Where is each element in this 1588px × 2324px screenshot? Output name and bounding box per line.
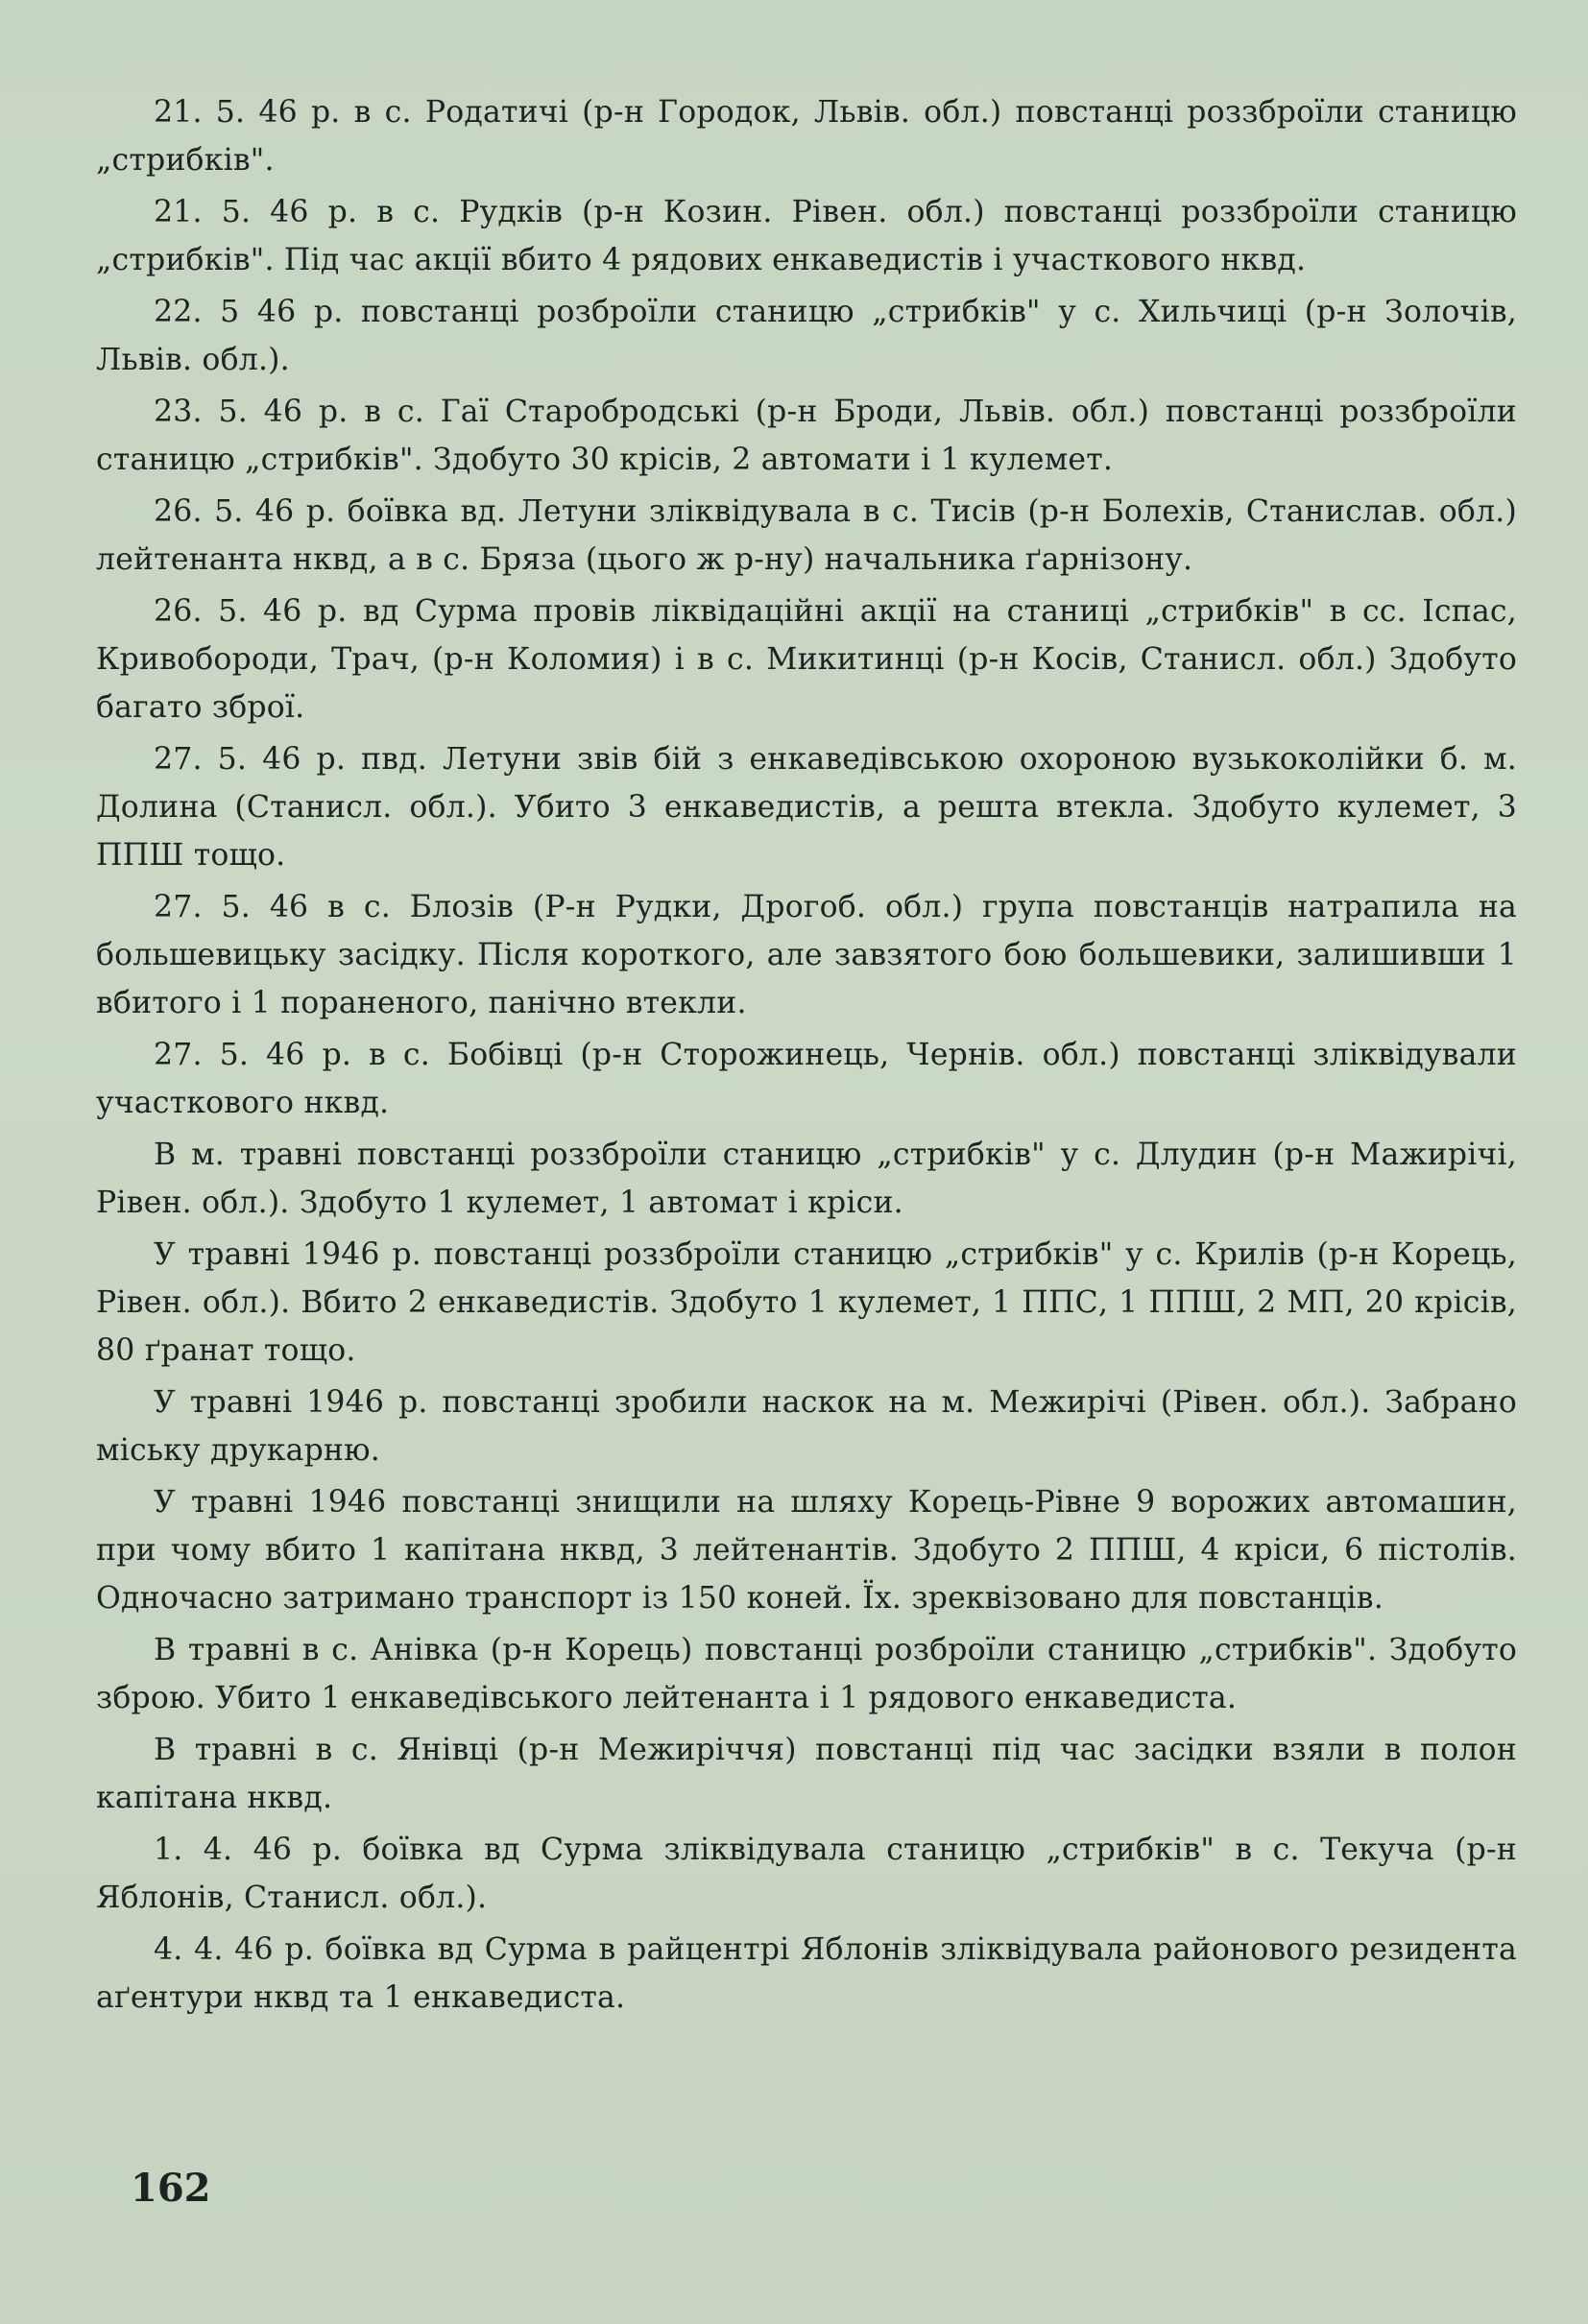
page-number: 162 [131,2166,211,2211]
paragraph: У травні 1946 р. повстанці роззброїли станицю „стрибків" у с. Крилів (р-н Корець, Рівен. обл.). Вбито 2 енкаведистів. Здобуто 1 кулемет, 1 ППС, 1 ППШ, 2 МП, 20 крісів, 80 ґранат тощо. [96,1236,1517,1369]
paragraph: 23. 5. 46 р. в с. Гаї Старобродські (р-н Броди, Львів. обл.) повстанці роззброїли станицю „стрибків". Здобуто 30 крісів, 2 автомати і 1 кулемет. [96,394,1517,477]
paragraph: У травні 1946 повстанці знищили на шляху Корець-Рівне 9 ворожих автомашин, при чому вбито 1 капітана нквд, 3 лейтенантів. Здобуто 2 ППШ, 4 кріси, 6 пістолів. Одночасно затримано транспорт із 150 коней. Їх. зреквізовано для повстанців. [96,1484,1517,1617]
paragraph: 21. 5. 46 р. в с. Родатичі (р-н Городок, Львів. обл.) повстанці роззброїли станицю „стрибків". [96,95,1517,179]
paragraph: 1. 4. 46 р. боївка вд Сурма зліквідувала станицю „стрибків" в с. Текуча (р-н Яблонів, Станисл. обл.). [96,1832,1517,1915]
paragraph: У травні 1946 р. повстанці зробили наскок на м. Межирічі (Рівен. обл.). Забрано міську друкарню. [96,1384,1517,1468]
paragraph: В травні в с. Янівці (р-н Межиріччя) повстанці під час засідки взяли в полон капітана нквд. [96,1732,1517,1815]
paragraph: В м. травні повстанці роззброїли станицю „стрибків" у с. Длудин (р-н Мажирічі, Рівен. обл.). Здобуто 1 кулемет, 1 автомат і кріси. [96,1137,1517,1220]
paragraph: В травні в с. Анівка (р-н Корець) повстанці розброїли станицю „стрибків". Здобуто зброю. Убито 1 енкаведівського лейтенанта і 1 рядового енкаведиста. [96,1632,1517,1715]
body-text [96,88,1517,2025]
paragraph: 4. 4. 46 р. боївка вд Сурма в райцентрі Яблонів зліквідувала районового резидента аґентури нквд та 1 енкаведиста. [96,1931,1517,2015]
paragraph: 26. 5. 46 р. боївка вд. Летуни зліквідувала в с. Тисів (р-н Болехів, Станислав. обл.) лейтенанта нквд, а в с. Бряза (цього ж р-ну) начальника ґарнізону. [96,493,1517,577]
paragraph: 27. 5. 46 в с. Блозів (Р-н Рудки, Дрогоб. обл.) група повстанців натрапила на большевицьку засідку. Після короткого, але завзятого бою большевики, залишивши 1 вбитого і 1 пораненого, панічно втекли. [96,889,1517,1021]
paragraph: 27. 5. 46 р. в с. Бобівці (р-н Сторожинець, Чернів. обл.) повстанці зліквідували участкового нквд. [96,1037,1517,1121]
paragraph: 22. 5 46 р. повстанці розброїли станицю „стрибків" у с. Хильчиці (р-н Золочів, Львів. обл.). [96,294,1517,378]
paragraph: 21. 5. 46 р. в с. Рудків (р-н Козин. Рівен. обл.) повстанці роззброїли станицю „стрибків". Під час акції вбито 4 рядових енкаведистів і участкового нквд. [96,194,1517,278]
paragraph: 26. 5. 46 р. вд Сурма провів ліквідаційні акції на станиці „стрибків" в сс. Іспас, Кривобороди, Трач, (р-н Коломия) і в с. Микитинці (р-н Косів, Станисл. обл.) Здобуто багато зброї. [96,593,1517,725]
paragraph: 27. 5. 46 р. пвд. Летуни звів бій з енкаведівською охороною вузькоколійки б. м. Долина (Станисл. обл.). Убито 3 енкаведистів, а решта втекла. Здобуто кулемет, 3 ППШ тощо. [96,741,1517,874]
